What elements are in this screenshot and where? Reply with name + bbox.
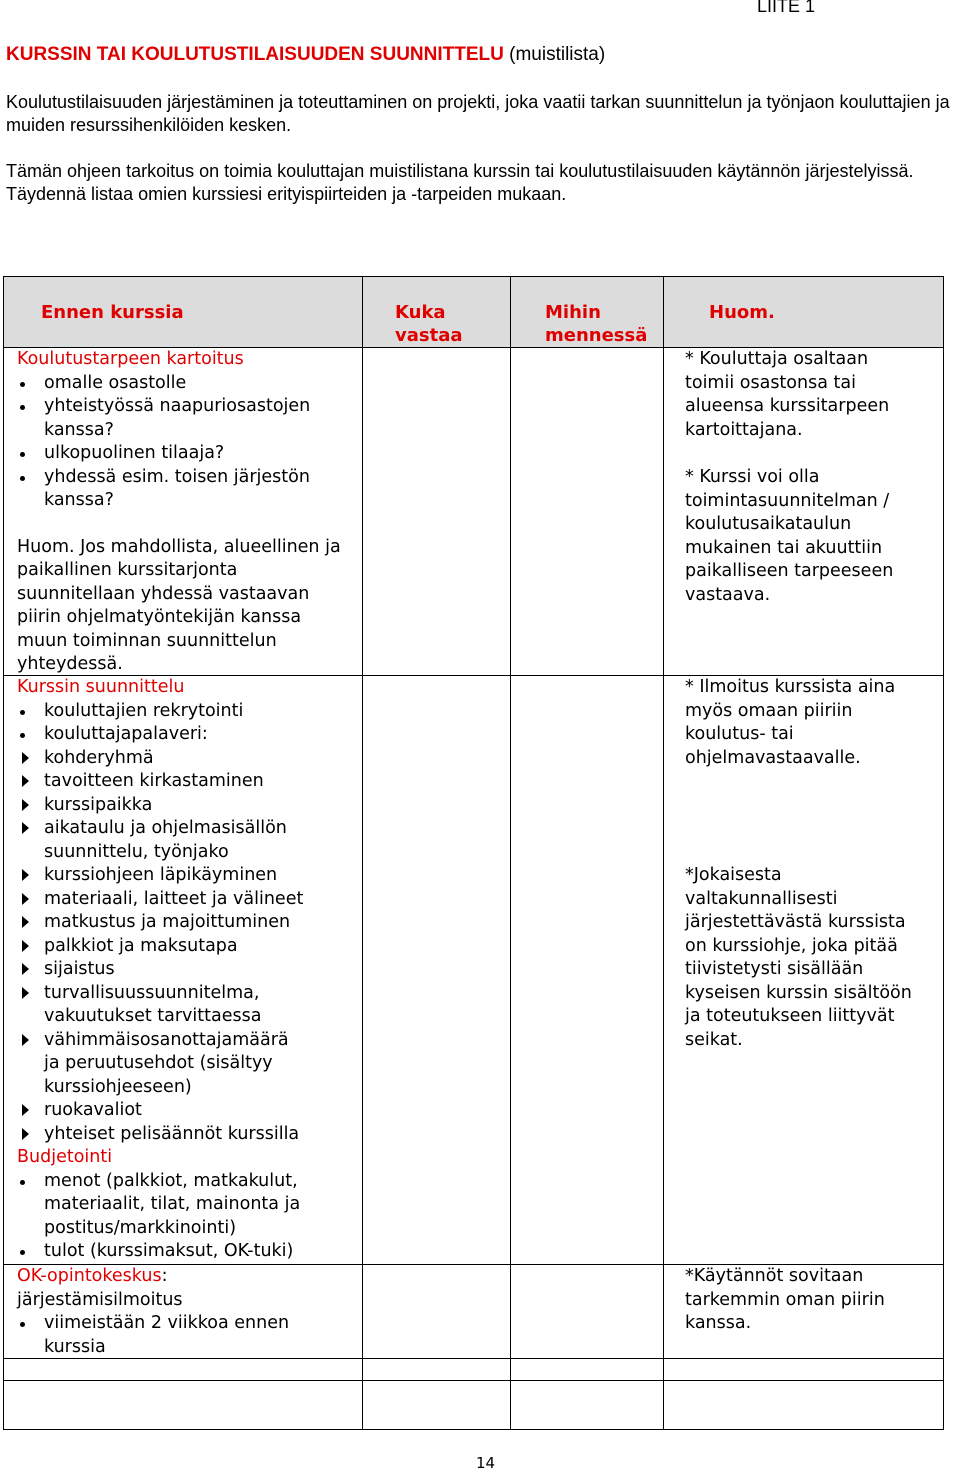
- note-announce: * Ilmoitus kurssista aina myös omaan piiriin koulutus- tai ohjelmavastaavalle.: [685, 677, 896, 768]
- column-divider: [510, 276, 511, 1430]
- section-course-planning: [17, 676, 352, 1264]
- budget-list: [17, 1170, 352, 1264]
- needs-list: [17, 372, 347, 513]
- intro-paragraph-2: Tämän ohjeen tarkoitus on toimia kouluttajan muistilistana kurssin tai koulutustilaisuuden käytännön järjestelyissä. Täydennä listaa omien kurssiesi erityispiirteiden ja -tarpeiden mukaan.: [6, 161, 914, 204]
- header-cell-notes: [663, 276, 944, 347]
- table-border-left: [3, 276, 4, 1430]
- page-title: [6, 43, 605, 67]
- table-border-right: [943, 276, 944, 1430]
- column-divider: [663, 276, 664, 1430]
- section-study-centre: [17, 1265, 352, 1359]
- note-trainer: * Kouluttaja osaltaan toimii osastonsa tai alueensa kurssitarpeen kartoittajana.: [685, 349, 890, 440]
- planning-list: [17, 700, 352, 1147]
- note-course-guide: *Jokaisesta valtakunnallisesti järjestettävästä kurssista on kurssiohje, joka pitää tiivistetysti sisällään kyseisen kurssin sisältöön ja toteutukseen liittyvät seikat.: [685, 865, 912, 1050]
- sub-list-item: vähimmäisosanottajamäärä ja peruutusehdot (sisältyy kurssiohjeeseen): [17, 1029, 294, 1100]
- sub-list-item: palkkiot ja maksutapa: [17, 935, 352, 959]
- list-item: kouluttajapalaveri:: [17, 723, 352, 747]
- title-main: KURSSIN TAI KOULUTUSTILAISUUDEN SUUNNITTELU: [6, 44, 504, 65]
- section-title-colon: :: [161, 1266, 168, 1286]
- intro-paragraph-1: Koulutustilaisuuden järjestäminen ja toteuttaminen on projekti, joka vaatii tarkan suunnittelun ja työnjaon kouluttajien ja muiden resurssihenkilöiden kesken.: [6, 92, 950, 135]
- list-item: yhdessä esim. toisen järjestön kanssa?: [17, 466, 347, 513]
- column-divider: [362, 276, 363, 1430]
- row-divider: [3, 1380, 944, 1381]
- sub-list-item: kurssiohjeen läpikäyminen: [17, 864, 352, 888]
- section-line: järjestämisilmoitus: [17, 1289, 183, 1310]
- list-item: menot (palkkiot, matkakulut, materiaalit, tilat, mainonta ja postitus/markkinointi): [17, 1170, 334, 1241]
- title-sub: (muistilista): [503, 44, 606, 65]
- section-title: Koulutustarpeen kartoitus: [17, 349, 244, 369]
- list-item: ulkopuolinen tilaaja?: [17, 442, 347, 466]
- sub-list-item: tavoitteen kirkastaminen: [17, 770, 352, 794]
- header-deadline: Mihin mennessä: [545, 302, 648, 346]
- header-before-course: Ennen kurssia: [41, 302, 184, 323]
- table-border-top: [3, 276, 944, 277]
- list-item: tulot (kurssimaksut, OK-tuki): [17, 1240, 352, 1264]
- page-number: 14: [476, 1454, 496, 1472]
- sub-list-item: aikataulu ja ohjelmasisällön suunnittelu, työnjako: [17, 817, 352, 864]
- header-responsible: Kuka vastaa: [395, 302, 463, 346]
- sub-list-item: matkustus ja majoittuminen: [17, 911, 352, 935]
- study-centre-list: [17, 1312, 352, 1359]
- sub-list-item: kurssipaikka: [17, 794, 352, 818]
- header-notes: Huom.: [709, 302, 775, 323]
- section-title: Kurssin suunnittelu: [17, 677, 185, 697]
- sub-list-item: materiaali, laitteet ja välineet: [17, 888, 352, 912]
- sub-list-item: turvallisuussuunnitelma, vakuutukset tarvittaessa: [17, 982, 352, 1029]
- table-border-bottom: [3, 1429, 944, 1430]
- list-item: viimeistään 2 viikkoa ennen kurssia: [17, 1312, 324, 1359]
- appendix-label: LIITE 1: [757, 0, 816, 16]
- list-item: yhteistyössä naapuriosastojen kanssa?: [17, 395, 347, 442]
- sub-list-item: sijaistus: [17, 958, 352, 982]
- section-title: OK-opintokeskus: [17, 1266, 162, 1286]
- section-note: Huom. Jos mahdollista, alueellinen ja paikallinen kurssitarjonta suunnitellaan yhdessä vastaavan piirin ohjelmatyöntekijän kanssa muun toiminnan suunnittelun yhteydessä.: [17, 536, 341, 674]
- section-title: Budjetointi: [17, 1147, 113, 1167]
- sub-list-item: yhteiset pelisäännöt kurssilla: [17, 1123, 352, 1147]
- checklist-table: [3, 276, 944, 1430]
- note-practices: *Käytännöt sovitaan tarkemmin oman piirin kanssa.: [685, 1266, 885, 1333]
- section-training-needs: [17, 348, 347, 677]
- sub-list-item: kohderyhmä: [17, 747, 352, 771]
- sub-list-item: ruokavaliot: [17, 1099, 352, 1123]
- list-item: kouluttajien rekrytointi: [17, 700, 352, 724]
- note-plan: * Kurssi voi olla toimintasuunnitelman / koulutusaikataulun mukainen tai akuuttiin paikalliseen tarpeeseen vastaava.: [685, 467, 894, 605]
- list-item: omalle osastolle: [17, 372, 347, 396]
